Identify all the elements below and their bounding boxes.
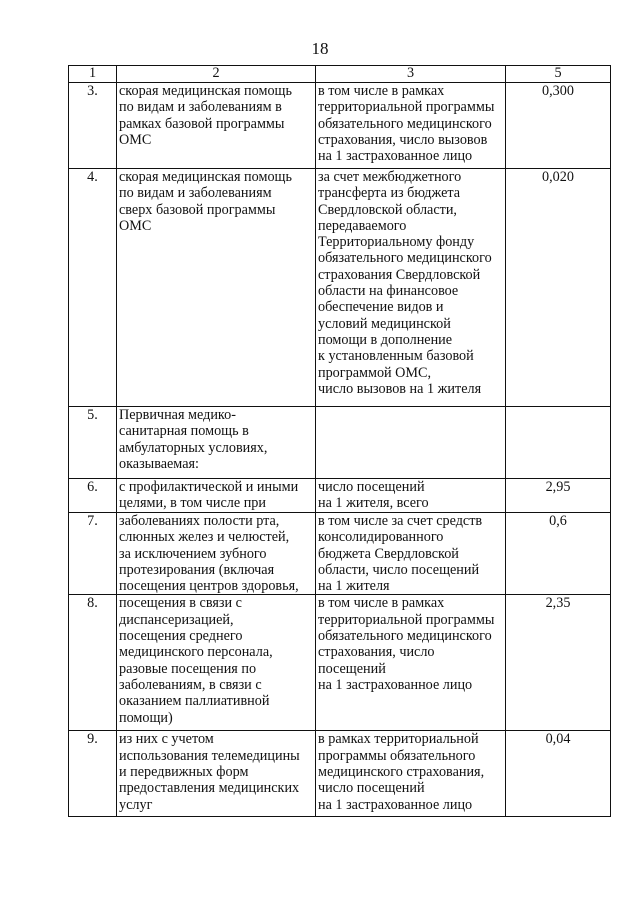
row-description [117, 407, 316, 479]
text-line: заболеваниям, в связи с [119, 676, 262, 693]
text-line: передаваемого [318, 217, 407, 234]
text-line: в том числе в рамках [318, 595, 445, 612]
text-line: программой ОМС, [318, 364, 432, 381]
table-row [69, 83, 611, 169]
text-line: по видам и заболеваниям [119, 185, 272, 202]
header-col-2: 2 [117, 66, 316, 83]
row-number: 6. [69, 479, 117, 513]
text-line: услуг [119, 796, 153, 813]
text-line: посещения среднего [119, 628, 243, 645]
text-line: сверх базовой программы [119, 201, 276, 218]
table-row [69, 595, 611, 731]
table-row [69, 513, 611, 595]
row-value: 0,020 [506, 169, 611, 407]
text-line: области на финансовое [318, 283, 459, 300]
text-line: число вызовов на 1 жителя [318, 380, 482, 397]
text-line: на 1 жителя [318, 578, 390, 595]
text-line: протезирования (включая [119, 561, 275, 578]
row-value: 2,95 [506, 479, 611, 513]
text-line: условий медицинской [318, 315, 451, 332]
row-description [117, 83, 316, 169]
text-line: трансферта из бюджета [318, 185, 461, 202]
row-indicator [316, 169, 506, 407]
row-indicator [316, 595, 506, 731]
row-description [117, 595, 316, 731]
table-row [69, 731, 611, 817]
text-line: территориальной программы [318, 611, 495, 628]
text-line: диспансеризацией, [119, 611, 234, 628]
header-col-5: 5 [506, 66, 611, 83]
text-line: скорая медицинская помощь [119, 83, 292, 99]
text-line: Территориальному фонду [318, 234, 475, 251]
text-line: оказываемая: [119, 455, 199, 472]
text-line: Свердловской области, [318, 201, 457, 218]
row-value: 2,35 [506, 595, 611, 731]
row-number: 3. [69, 83, 117, 169]
text-line: на 1 застрахованное лицо [318, 796, 473, 813]
row-number: 9. [69, 731, 117, 817]
text-line: бюджета Свердловской [318, 545, 459, 562]
text-line: помощи в дополнение [318, 331, 453, 348]
text-line: области, число посещений [318, 561, 480, 578]
text-line: в том числе в рамках [318, 83, 445, 99]
text-line: слюнных желез и челюстей, [119, 529, 290, 546]
row-description [117, 479, 316, 513]
text-line: страхования, число вызовов [318, 131, 488, 148]
table-row [69, 169, 611, 407]
row-indicator [316, 407, 506, 479]
row-value: 0,300 [506, 83, 611, 169]
text-line: рамках базовой программы [119, 115, 285, 132]
text-line: в рамках территориальной [318, 731, 479, 748]
text-line: на 1 застрахованное лицо [318, 676, 473, 693]
text-line: Первичная медико- [119, 407, 236, 423]
text-line: территориальной программы [318, 99, 495, 116]
text-line: посещения в связи с [119, 595, 242, 612]
text-line: за счет межбюджетного [318, 169, 462, 185]
text-line: медицинского страхования, [318, 764, 485, 781]
text-line: по видам и заболеваниям в [119, 99, 282, 116]
text-line: программы обязательного [318, 747, 476, 764]
text-line: посещения центров здоровья, [119, 578, 299, 595]
row-description [117, 513, 316, 595]
row-description [117, 169, 316, 407]
text-line: обязательного медицинского [318, 250, 492, 267]
row-indicator [316, 513, 506, 595]
text-line: целями, в том числе при [119, 495, 266, 512]
text-line: использования телемедицины [119, 747, 300, 764]
text-line: в том числе за счет средств [318, 513, 483, 529]
text-line: обязательного медицинского [318, 115, 492, 132]
row-value: 0,6 [506, 513, 611, 595]
table-row [69, 407, 611, 479]
text-line: к установленным базовой [318, 348, 474, 365]
row-value [506, 407, 611, 479]
text-line: число посещений [318, 479, 425, 495]
row-indicator [316, 731, 506, 817]
text-line: обязательного медицинского [318, 628, 492, 645]
table-row [69, 479, 611, 513]
text-line: разовые посещения по [119, 660, 257, 677]
table-header-row [69, 66, 611, 83]
row-indicator [316, 479, 506, 513]
page-number: 18 [311, 39, 329, 58]
text-line: число посещений [318, 780, 425, 797]
row-number: 8. [69, 595, 117, 731]
text-line: санитарная помощь в [119, 423, 249, 440]
text-line: ОМС [119, 217, 152, 234]
text-line: заболеваниях полости рта, [119, 513, 280, 529]
text-line: на 1 застрахованное лицо [318, 148, 473, 165]
row-number: 4. [69, 169, 117, 407]
text-line: консолидированного [318, 529, 444, 546]
text-line: предоставления медицинских [119, 780, 300, 797]
row-indicator [316, 83, 506, 169]
header-col-1: 1 [69, 66, 117, 83]
text-line: и передвижных форм [119, 764, 249, 781]
text-line: амбулаторных условиях, [119, 439, 268, 456]
text-line: скорая медицинская помощь [119, 169, 292, 185]
text-line: страхования Свердловской [318, 266, 481, 283]
text-line: оказанием паллиативной [119, 693, 270, 710]
text-line: на 1 жителя, всего [318, 495, 429, 512]
row-number: 5. [69, 407, 117, 479]
row-description [117, 731, 316, 817]
text-line: помощи) [119, 709, 173, 726]
text-line: за исключением зубного [119, 545, 267, 562]
text-line: из них с учетом [119, 731, 214, 748]
text-line: обеспечение видов и [318, 299, 444, 316]
text-line: ОМС [119, 131, 152, 148]
text-line: посещений [318, 660, 386, 677]
text-line: с профилактической и иными [119, 479, 299, 495]
row-value: 0,04 [506, 731, 611, 817]
text-line: медицинского персонала, [119, 644, 273, 661]
text-line: страхования, число [318, 644, 435, 661]
header-col-3: 3 [316, 66, 506, 83]
data-table [68, 65, 611, 817]
row-number: 7. [69, 513, 117, 595]
